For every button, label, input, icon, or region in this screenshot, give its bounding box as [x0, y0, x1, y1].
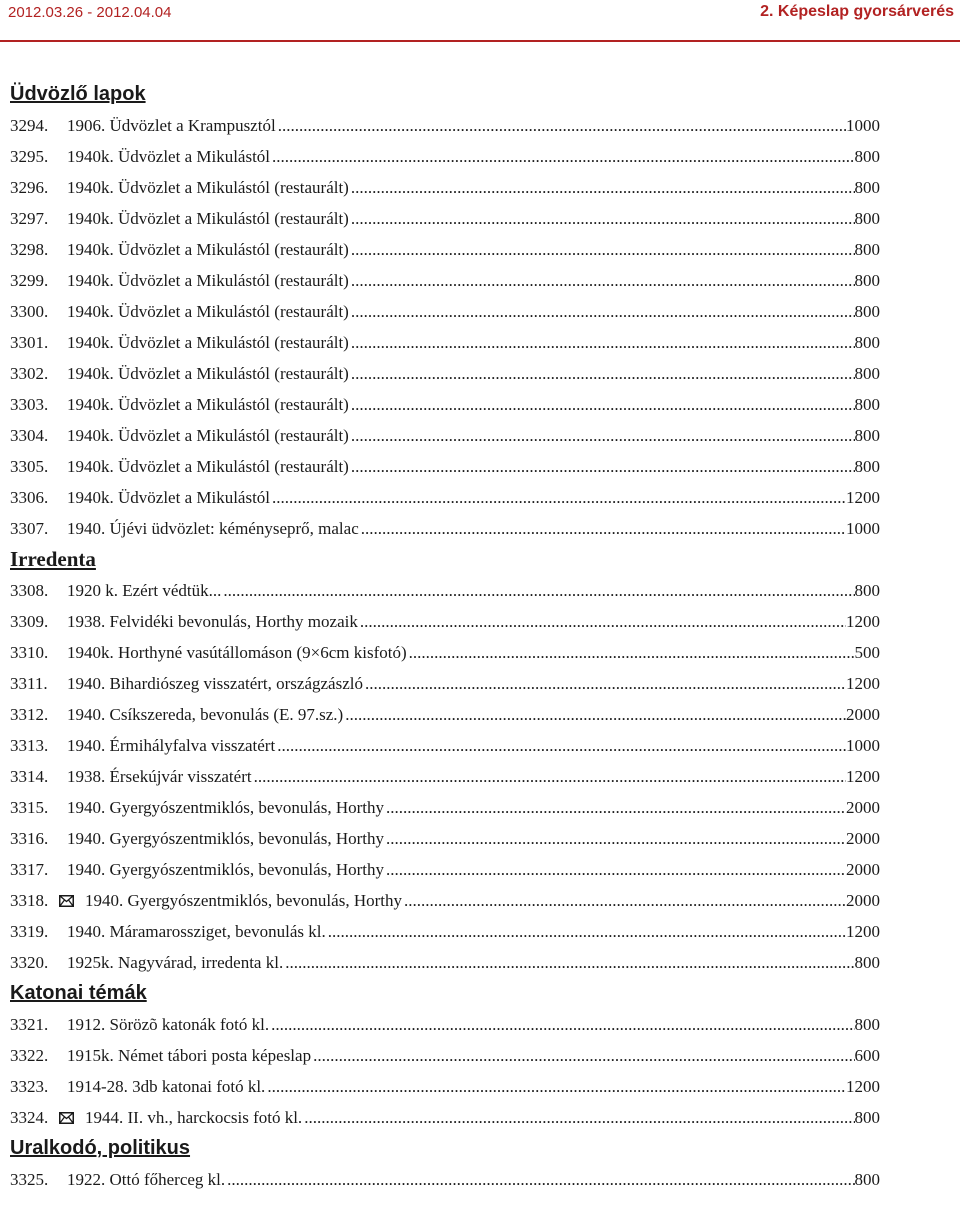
lot-number: 3323. — [10, 1077, 49, 1096]
starting-price: 1000 — [846, 736, 880, 755]
lot-number: 3309. — [10, 612, 49, 631]
lot-number: 3316. — [10, 829, 49, 848]
lot-number: 3310. — [10, 643, 49, 662]
lot-description: 1922. Ottó főherceg kl. — [67, 1170, 226, 1189]
lot-row — [10, 885, 880, 916]
leader-dots — [223, 575, 854, 606]
lot-number: 3297. — [10, 209, 49, 228]
starting-price: 1200 — [846, 922, 880, 941]
lot-row — [10, 141, 880, 172]
leader-dots — [351, 358, 855, 389]
lot-row — [10, 606, 880, 637]
leader-dots — [277, 730, 846, 761]
lot-number: 3301. — [10, 333, 49, 352]
leader-dots — [278, 110, 846, 141]
starting-price: 800 — [854, 364, 880, 383]
lot-row — [10, 575, 880, 606]
leader-dots — [351, 420, 855, 451]
lot-row — [10, 668, 880, 699]
starting-price: 800 — [854, 271, 880, 290]
lot-row — [10, 482, 880, 513]
leader-dots — [351, 265, 855, 296]
lot-row — [10, 792, 880, 823]
lot-row — [10, 1040, 880, 1071]
lot-row — [10, 1071, 880, 1102]
leader-dots — [271, 1009, 854, 1040]
lot-row — [10, 947, 880, 978]
lot-number: 3313. — [10, 736, 49, 755]
starting-price: 1200 — [846, 612, 880, 631]
lot-number: 3303. — [10, 395, 49, 414]
lot-description: 1940. Máramarossziget, bevonulás kl. — [67, 922, 326, 941]
starting-price: 2000 — [846, 829, 880, 848]
leader-dots — [313, 1040, 854, 1071]
lot-row — [10, 327, 880, 358]
lot-description: 1940. Csíkszereda, bevonulás (E. 97.sz.) — [67, 705, 344, 724]
lot-description: 1940k. Üdvözlet a Mikulástól (restaurált) — [67, 426, 349, 445]
lot-number: 3322. — [10, 1046, 49, 1065]
lot-row — [10, 420, 880, 451]
lot-row — [10, 389, 880, 420]
leader-dots — [409, 637, 855, 668]
lot-number: 3296. — [10, 178, 49, 197]
lot-row — [10, 451, 880, 482]
section-title: Üdvözlő lapok — [10, 83, 146, 105]
starting-price: 800 — [854, 1170, 880, 1189]
lot-number: 3317. — [10, 860, 49, 879]
starting-price: 1200 — [846, 1077, 880, 1096]
lot-description: 1906. Üdvözlet a Krampusztól — [67, 116, 276, 135]
lot-description: 1940. Bihardiószeg visszatért, országzászló — [67, 674, 363, 693]
lot-number: 3295. — [10, 147, 49, 166]
auction-dates: 2012.03.26 - 2012.04.04 — [8, 4, 172, 21]
leader-dots — [386, 823, 846, 854]
lot-description: 1915k. Német tábori posta képeslap — [67, 1046, 312, 1065]
lot-description: 1940. Gyergyószentmiklós, bevonulás, Horthy — [67, 798, 384, 817]
lot-description: 1940k. Üdvözlet a Mikulástól — [67, 147, 271, 166]
leader-dots — [365, 668, 846, 699]
lot-number: 3324. — [10, 1108, 49, 1127]
leader-dots — [267, 1071, 846, 1102]
leader-dots — [227, 1164, 854, 1195]
starting-price: 2000 — [846, 798, 880, 817]
lot-row — [10, 1102, 880, 1133]
starting-price: 2000 — [846, 705, 880, 724]
leader-dots — [351, 234, 855, 265]
starting-price: 800 — [854, 178, 880, 197]
starting-price: 800 — [854, 302, 880, 321]
lot-number: 3306. — [10, 488, 49, 507]
lot-row — [10, 513, 880, 544]
leader-dots — [304, 1102, 854, 1133]
leader-dots — [272, 141, 854, 172]
leader-dots — [254, 761, 846, 792]
leader-dots — [360, 606, 846, 637]
lot-number: 3305. — [10, 457, 49, 476]
lot-description: 1940k. Üdvözlet a Mikulástól (restaurált) — [67, 364, 349, 383]
lot-number: 3325. — [10, 1170, 49, 1189]
lot-description: 1940. Újévi üdvözlet: kéményseprő, malac — [67, 519, 359, 538]
leader-dots — [386, 792, 846, 823]
lot-description: 1912. Sörözõ katonák fotó kl. — [67, 1015, 270, 1034]
leader-dots — [285, 947, 854, 978]
lot-number: 3299. — [10, 271, 49, 290]
section-title: Katonai témák — [10, 982, 147, 1004]
lot-description: 1925k. Nagyvárad, irredenta kl. — [67, 953, 284, 972]
lot-number: 3294. — [10, 116, 49, 135]
lot-description: 1944. II. vh., harckocsis fotó kl. — [85, 1108, 303, 1127]
lot-row — [10, 1164, 880, 1195]
lot-row — [10, 203, 880, 234]
lot-number: 3307. — [10, 519, 49, 538]
starting-price: 2000 — [846, 860, 880, 879]
leader-dots — [404, 885, 846, 916]
starting-price: 1200 — [846, 488, 880, 507]
leader-dots — [351, 203, 855, 234]
starting-price: 800 — [854, 395, 880, 414]
starting-price: 800 — [854, 457, 880, 476]
starting-price: 600 — [854, 1046, 880, 1065]
starting-price: 800 — [854, 209, 880, 228]
auction-title: 2. Képeslap gyorsárverés — [760, 3, 954, 20]
lot-description: 1914-28. 3db katonai fotó kl. — [67, 1077, 266, 1096]
lot-row — [10, 110, 880, 141]
lot-number: 3319. — [10, 922, 49, 941]
lot-number: 3314. — [10, 767, 49, 786]
lot-description: 1940. Gyergyószentmiklós, bevonulás, Horthy — [85, 891, 402, 910]
lot-list — [10, 79, 880, 1195]
lot-description: 1940k. Üdvözlet a Mikulástól (restaurált) — [67, 395, 349, 414]
lot-number: 3302. — [10, 364, 49, 383]
lot-row — [10, 172, 880, 203]
lot-description: 1940k. Üdvözlet a Mikulástól (restaurált) — [67, 209, 349, 228]
lot-number: 3320. — [10, 953, 49, 972]
lot-description: 1938. Érsekújvár visszatért — [67, 767, 252, 786]
leader-dots — [272, 482, 846, 513]
lot-number: 3311. — [10, 674, 48, 693]
lot-number: 3321. — [10, 1015, 49, 1034]
lot-description: 1938. Felvidéki bevonulás, Horthy mozaik — [67, 612, 358, 631]
starting-price: 800 — [854, 147, 880, 166]
starting-price: 800 — [854, 1108, 880, 1127]
leader-dots — [351, 172, 855, 203]
lot-number: 3300. — [10, 302, 49, 321]
leader-dots — [345, 699, 846, 730]
lot-row — [10, 265, 880, 296]
section-title: Uralkodó, politikus — [10, 1137, 191, 1159]
leader-dots — [386, 854, 846, 885]
lot-row — [10, 234, 880, 265]
lot-number: 3315. — [10, 798, 49, 817]
leader-dots — [351, 327, 855, 358]
lot-description: 1940k. Üdvözlet a Mikulástól (restaurált) — [67, 457, 349, 476]
lot-row — [10, 699, 880, 730]
starting-price: 2000 — [846, 891, 880, 910]
starting-price: 500 — [854, 643, 880, 662]
lot-number: 3312. — [10, 705, 49, 724]
starting-price: 1200 — [846, 674, 880, 693]
starting-price: 800 — [854, 1015, 880, 1034]
lot-description: 1940k. Horthyné vasútállomáson (9×6cm kisfotó) — [67, 643, 407, 662]
starting-price: 1000 — [846, 116, 880, 135]
lot-row — [10, 761, 880, 792]
starting-price: 1200 — [846, 767, 880, 786]
lot-row — [10, 916, 880, 947]
lot-row — [10, 823, 880, 854]
starting-price: 800 — [854, 426, 880, 445]
lot-row — [10, 637, 880, 668]
lot-description: 1940k. Üdvözlet a Mikulástól (restaurált) — [67, 240, 349, 259]
lot-number: 3298. — [10, 240, 49, 259]
lot-description: 1940k. Üdvözlet a Mikulástól — [67, 488, 271, 507]
lot-description: 1940. Gyergyószentmiklós, bevonulás, Horthy — [67, 860, 384, 879]
leader-dots — [361, 513, 846, 544]
leader-dots — [351, 389, 855, 420]
leader-dots — [351, 451, 855, 482]
lot-description: 1940. Érmihályfalva visszatért — [67, 736, 276, 755]
lot-description: 1940k. Üdvözlet a Mikulástól (restaurált) — [67, 271, 349, 290]
envelope-icon — [59, 895, 74, 907]
starting-price: 800 — [854, 333, 880, 352]
page-header — [0, 0, 960, 42]
leader-dots — [351, 296, 855, 327]
starting-price: 800 — [854, 953, 880, 972]
lot-row — [10, 854, 880, 885]
lot-description: 1940. Gyergyószentmiklós, bevonulás, Horthy — [67, 829, 384, 848]
leader-dots — [328, 916, 846, 947]
starting-price: 1000 — [846, 519, 880, 538]
lot-row — [10, 296, 880, 327]
lot-description: 1940k. Üdvözlet a Mikulástól (restaurált) — [67, 302, 349, 321]
lot-number: 3304. — [10, 426, 49, 445]
section-title: Irredenta — [10, 547, 96, 571]
starting-price: 800 — [854, 240, 880, 259]
envelope-icon — [59, 1112, 74, 1124]
lot-description: 1940k. Üdvözlet a Mikulástól (restaurált) — [67, 333, 349, 352]
lot-description: 1940k. Üdvözlet a Mikulástól (restaurált) — [67, 178, 349, 197]
lot-row — [10, 358, 880, 389]
lot-row — [10, 1009, 880, 1040]
lot-number: 3318. — [10, 891, 49, 910]
lot-row — [10, 730, 880, 761]
starting-price: 800 — [854, 581, 880, 600]
lot-number: 3308. — [10, 581, 49, 600]
lot-description: 1920 k. Ezért védtük... — [67, 581, 222, 600]
